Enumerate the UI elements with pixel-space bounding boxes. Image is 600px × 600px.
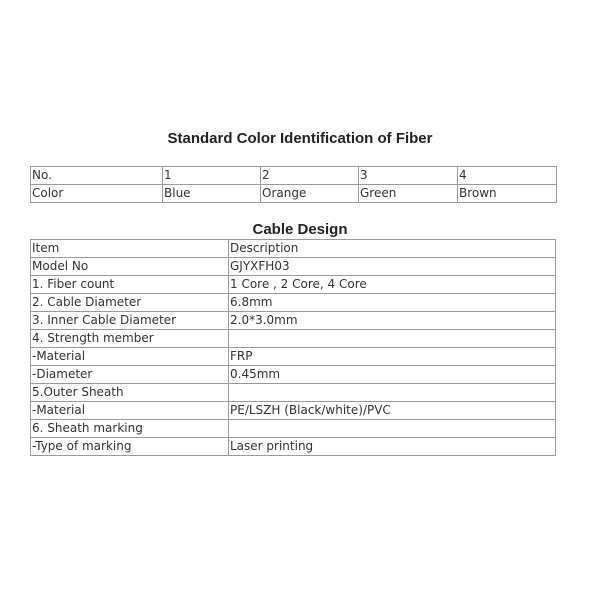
table-cell: Brown <box>458 185 557 203</box>
item-cell: -Material <box>31 402 229 420</box>
description-cell <box>229 384 556 402</box>
table-row <box>31 167 557 185</box>
item-cell: -Material <box>31 348 229 366</box>
item-cell: 3. Inner Cable Diameter <box>31 312 229 330</box>
description-cell: GJYXFH03 <box>229 258 556 276</box>
table-row <box>31 258 556 276</box>
item-cell: -Type of marking <box>31 438 229 456</box>
table-row <box>31 402 556 420</box>
description-cell: 0.45mm <box>229 366 556 384</box>
item-cell: Model No <box>31 258 229 276</box>
table-row <box>31 312 556 330</box>
table-cell: 2 <box>261 167 359 185</box>
item-cell: -Diameter <box>31 366 229 384</box>
description-cell: Laser printing <box>229 438 556 456</box>
cable-design-title: Cable Design <box>252 221 348 238</box>
table-cell: Orange <box>261 185 359 203</box>
item-cell: 4. Strength member <box>31 330 229 348</box>
description-cell: PE/LSZH (Black/white)/PVC <box>229 402 556 420</box>
item-cell: 2. Cable Diameter <box>31 294 229 312</box>
table-row <box>31 330 556 348</box>
item-cell: 1. Fiber count <box>31 276 229 294</box>
table-cell: Green <box>359 185 458 203</box>
table-cell: Color <box>31 185 163 203</box>
table-row <box>31 348 556 366</box>
description-cell: FRP <box>229 348 556 366</box>
table-cell: 4 <box>458 167 557 185</box>
table-cell: Blue <box>163 185 261 203</box>
table-row <box>31 366 556 384</box>
fiber-color-table <box>30 166 557 203</box>
description-cell: 6.8mm <box>229 294 556 312</box>
color-table-title: Standard Color Identification of Fiber <box>167 130 433 147</box>
table-row <box>31 438 556 456</box>
table-row <box>31 185 557 203</box>
item-cell: Item <box>31 240 229 258</box>
description-cell: 2.0*3.0mm <box>229 312 556 330</box>
item-cell: 5.Outer Sheath <box>31 384 229 402</box>
description-cell <box>229 330 556 348</box>
table-row <box>31 240 556 258</box>
table-row <box>31 420 556 438</box>
table-row <box>31 276 556 294</box>
description-cell: 1 Core , 2 Core, 4 Core <box>229 276 556 294</box>
description-cell: Description <box>229 240 556 258</box>
item-cell: 6. Sheath marking <box>31 420 229 438</box>
cable-design-table <box>30 239 556 456</box>
table-cell: 1 <box>163 167 261 185</box>
table-cell: 3 <box>359 167 458 185</box>
table-row <box>31 294 556 312</box>
table-cell: No. <box>31 167 163 185</box>
description-cell <box>229 420 556 438</box>
table-row <box>31 384 556 402</box>
